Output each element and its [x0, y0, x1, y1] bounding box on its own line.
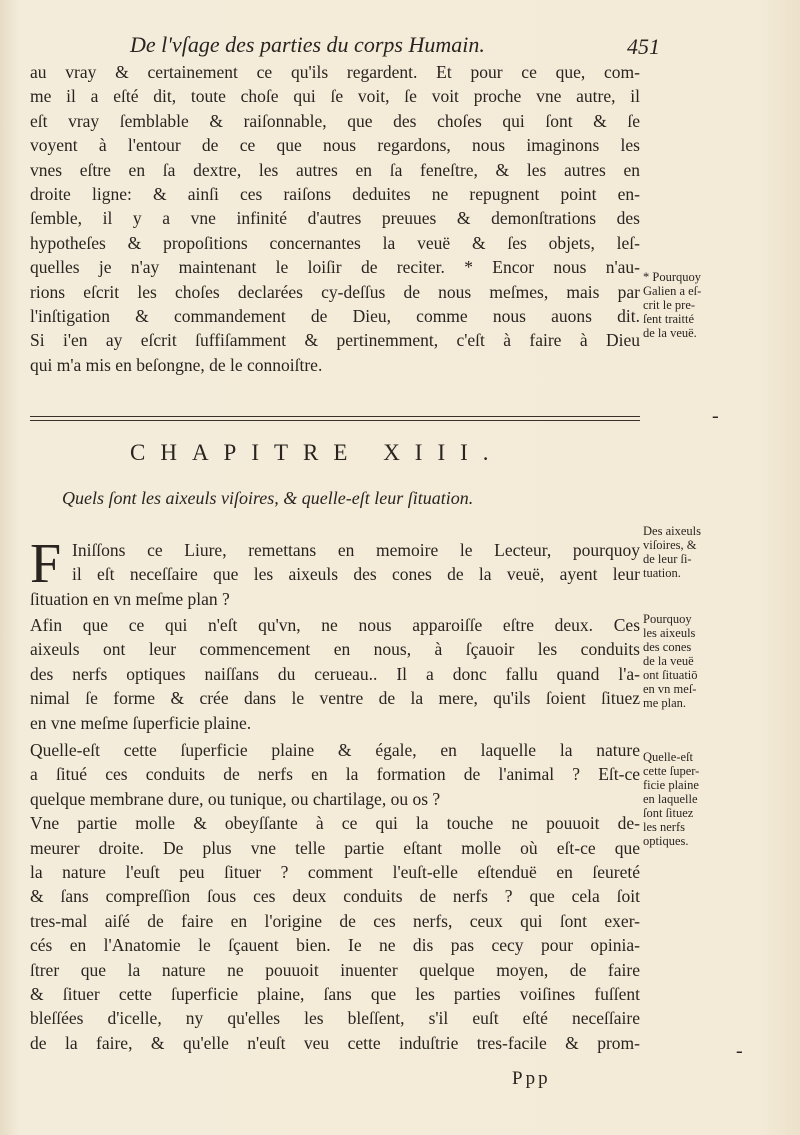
text-line: Afin que ce qui n'eſt qu'vn, ne nous apparoiſſe eſtre deux. Ces	[30, 615, 640, 635]
margin-note-line: Quelle-eſt	[643, 750, 693, 764]
text-line: quelque membrane dure, ou tunique, ou chartilage, ou os ?	[30, 788, 441, 809]
paragraph-4	[30, 738, 640, 1055]
margin-note-line: de la veuë	[643, 654, 694, 668]
page-number: 451	[627, 34, 660, 59]
margin-note-line: ont ſituatiō	[643, 668, 698, 682]
text-line: droite ligne: & ainſi ces raiſons deduites ne repugnent point en-	[30, 183, 640, 204]
margin-note-line: en vn meſ-	[643, 682, 697, 696]
text-line: Quelle-eſt cette ſuperficie plaine & égale, en laquelle la nature	[30, 740, 640, 760]
text-line: a ſitué ces conduits de nerfs en la formation de l'animal ? Eſt-ce	[30, 764, 640, 785]
text-line: de la faire, & qu'elle n'euſt veu cette induſtrie tres-facile & prom-	[30, 1032, 640, 1053]
text-line: voyent à l'entour de ce que nous regardons, nous imaginons les	[30, 135, 640, 156]
text-line: au vray & certainement ce qu'ils regardent. Et pour ce que, com-	[30, 62, 640, 82]
margin-note-line: ſent traitté	[643, 312, 695, 326]
drop-cap: F	[30, 533, 62, 595]
margin-note-pourquoy	[643, 612, 783, 710]
margin-note-line: des cones	[643, 640, 692, 654]
margin-note-line: en laquelle	[643, 792, 698, 806]
margin-note-line: ficie plaine	[643, 778, 699, 792]
paragraph-2-head	[72, 538, 640, 587]
margin-note-line: Des aixeuls	[643, 524, 701, 538]
chapter-subtitle: Quels ſont les aixeuls viſoires, & quelle-eſt leur ſituation.	[62, 488, 474, 508]
section-divider	[30, 416, 640, 417]
text-line: rions eſcrit les choſes declarées cy-deſſus de nous meſmes, mais par	[30, 281, 640, 302]
text-line: des nerfs optiques naiſſans du cerueau.. Il a donc fallu quand l'a-	[30, 663, 640, 684]
text-line: me il a eſté dit, toute choſe qui ſe voit, ſe voit proche vne autre, il	[30, 86, 640, 107]
margin-note-line: ſont ſituez	[643, 806, 694, 820]
text-line: qui m'a mis en beſongne, de le connoiſtre.	[30, 354, 323, 375]
text-line: cés en l'Anatomie le ſçauent bien. Ie ne dis pas cecy pour opinia-	[30, 935, 640, 956]
ink-mark-icon: ‐	[712, 405, 719, 427]
text-line: vnes eſtre en ſa dextre, les autres en ſa feneſtre, & les autres en	[30, 159, 640, 180]
paragraph-3	[30, 613, 640, 735]
running-head: De l'vſage des parties du corps Humain.	[130, 32, 485, 57]
margin-note-line: viſoires, &	[643, 538, 697, 552]
margin-note-line: de la veuë.	[643, 326, 697, 340]
text-line: l'inſtigation & commandement de Dieu, comme nous auons dit.	[30, 305, 640, 326]
section-divider	[30, 420, 640, 421]
text-line: tres-mal aiſé de faire en l'origine de ces nerfs, ceux qui ſont exer-	[30, 910, 640, 931]
text-line: Iniſſons ce Liure, remettans en memoire le Lecteur, pourquoy	[72, 540, 640, 560]
margin-note-line: optiques.	[643, 834, 689, 848]
text-line: Si i'en ay eſcrit ſuffiſamment & pertinemment, c'eſt à faire à Dieu	[30, 330, 640, 351]
paragraph-2-tail	[30, 587, 640, 611]
margin-note-galien	[643, 270, 783, 340]
text-line: nimal ſe forme & crée dans le ventre de la mere, qu'ils ſoient ſituez	[30, 688, 640, 709]
text-line: ſtrer que la nature ne pouuoit inuenter quelque moyen, de faire	[30, 959, 640, 980]
text-line: hypotheſes & propoſitions concernantes la veuë & ſes objets, leſ-	[30, 232, 640, 253]
text-line: ſituation en vn meſme plan ?	[30, 589, 230, 609]
paragraph-1	[30, 60, 640, 377]
margin-note-line: tuation.	[643, 566, 681, 580]
ink-mark-icon: ‐	[736, 1040, 743, 1062]
margin-note-line: Pourquoy	[643, 612, 692, 626]
margin-note-line: Galien a eſ-	[643, 284, 702, 298]
margin-note-superficie	[643, 750, 783, 848]
text-line: meurer droite. De plus vne telle partie eſtant molle où eſt-ce que	[30, 837, 640, 858]
catchword: Ppp	[512, 1068, 551, 1089]
margin-note-line: les nerfs	[643, 820, 685, 834]
text-line: ſemble, il y a vne infinité d'autres preuues & demonſtrations des	[30, 208, 640, 229]
text-line: Vne partie molle & obeyſſante à ce qui la touche ne pouuoit de-	[30, 813, 640, 834]
margin-note-line: me plan.	[643, 696, 687, 710]
margin-note-line: de leur ſi-	[643, 552, 692, 566]
margin-note-line: cette ſuper-	[643, 764, 700, 778]
margin-note-aixeuls	[643, 524, 783, 580]
text-line: la nature l'euſt peu ſituer ? comment l'euſt-elle eſtenduë en ſeureté	[30, 861, 640, 882]
chapter-title: CHAPITRE XIII.	[130, 440, 504, 465]
text-line: bleſſées d'icelle, ny qu'elles les bleſſent, s'il euſt eſté neceſſaire	[30, 1008, 640, 1029]
margin-note-line: * Pourquoy	[643, 270, 701, 284]
text-line: en vne meſme ſuperficie plaine.	[30, 712, 252, 733]
text-line: & ſans compreſſion ſous ces deux conduits de nerfs ? que cela ſoit	[30, 886, 640, 907]
text-line: aixeuls ont leur commencement en nous, à ſçauoir les conduits	[30, 639, 640, 660]
text-line: quelles je n'ay maintenant le loiſir de reciter. * Encor nous n'au-	[30, 257, 640, 278]
text-line: eſt vray ſemblable & raiſonnable, que des choſes qui ſont & ſe	[30, 110, 640, 131]
margin-note-line: les aixeuls	[643, 626, 696, 640]
text-line: il eſt neceſſaire que les aixeuls des cones de la veuë, ayent leur	[72, 564, 640, 585]
text-line: & ſituer cette ſuperficie plaine, ſans que les parties voiſines fuſſent	[30, 983, 640, 1004]
margin-note-line: crit le pre-	[643, 298, 696, 312]
